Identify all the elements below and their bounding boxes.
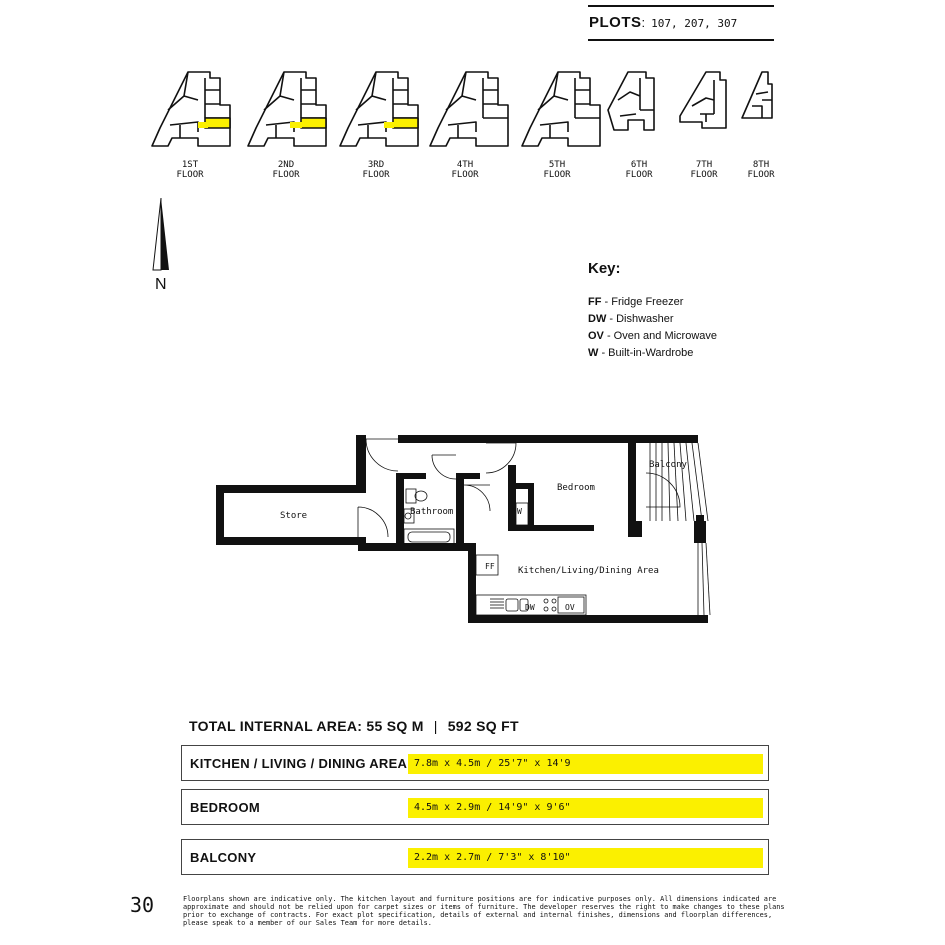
key-item-ov: OV - Oven and Microwave: [588, 330, 718, 342]
plots-values: 107, 207, 307: [651, 17, 738, 30]
keyplan-2nd-floor: [248, 72, 326, 146]
north-label: N: [155, 276, 167, 293]
keyplan-7th-floor: [680, 72, 726, 128]
key-item-ff: FF - Fridge Freezer: [588, 296, 684, 308]
plots-header: [589, 14, 737, 31]
floor-label-7th: 7TH FLOOR: [690, 160, 718, 180]
keyplan-4th-floor: [430, 72, 508, 146]
room-row-bedroom: [181, 789, 769, 825]
plots-rule-bottom: [588, 39, 774, 41]
room-row-kitchen: [181, 745, 769, 781]
plan-label-balcony: Balcony: [649, 460, 687, 470]
key-item-w: W - Built-in-Wardrobe: [588, 347, 694, 359]
plots-colon: :: [641, 15, 646, 30]
room-name: KITCHEN / LIVING / DINING AREA: [190, 756, 408, 771]
keyplan-3rd-floor: [340, 72, 418, 146]
total-area-sqm: TOTAL INTERNAL AREA: 55 SQ M: [189, 718, 424, 734]
total-internal-area: [189, 718, 519, 734]
total-area-sqft: 592 SQ FT: [447, 718, 519, 734]
room-dimensions: 7.8m x 4.5m / 25'7" x 14'9: [408, 754, 763, 774]
keyplan-1st-floor: [152, 72, 230, 146]
floor-plan: [210, 425, 720, 635]
floor-label-2nd: 2ND FLOOR: [272, 160, 300, 180]
north-arrow-icon: [150, 196, 180, 274]
plots-rule-top: [588, 5, 774, 7]
disclaimer-text: Floorplans shown are indicative only. The kitchen layout and furniture positions are for indicative purposes only. All dimensions indicated are approximate and should not be relied upon for carpet sizes or items of furniture. The developer reserves the right to make changes to these plans prior to exchange of contracts. For exact plot specification, details of external and internal finishes, dimensions and floorplan differences, please speak to a member of our Sales Team for more details.: [183, 895, 785, 927]
plan-label-ov: OV: [565, 603, 575, 612]
key-item-dw: DW - Dishwasher: [588, 313, 674, 325]
keyplan-5th-floor: [522, 72, 600, 146]
plan-label-ff: FF: [485, 562, 495, 571]
floor-label-3rd: 3RD FLOOR: [362, 160, 390, 180]
room-dimensions: 2.2m x 2.7m / 7'3" x 8'10": [408, 848, 763, 868]
floor-label-8th: 8TH FLOOR: [747, 160, 775, 180]
keyplan-6th-floor: [608, 72, 654, 130]
plan-label-dw: DW: [525, 603, 535, 612]
plots-label: PLOTS: [589, 14, 642, 31]
plan-label-kitchen: Kitchen/Living/Dining Area: [518, 566, 659, 576]
room-name: BALCONY: [190, 850, 257, 865]
room-row-balcony: [181, 839, 769, 875]
floor-label-1st: 1ST FLOOR: [176, 160, 204, 180]
floor-keyplans: [140, 60, 780, 155]
plan-label-store: Store: [280, 511, 308, 521]
floor-label-5th: 5TH FLOOR: [543, 160, 571, 180]
total-area-separator: |: [433, 718, 438, 734]
plan-label-bathroom: Bathroom: [410, 507, 454, 517]
plan-label-bedroom: Bedroom: [557, 483, 595, 493]
room-name: BEDROOM: [190, 800, 260, 815]
keyplan-8th-floor: [742, 72, 772, 118]
room-dimensions: 4.5m x 2.9m / 14'9" x 9'6": [408, 798, 763, 818]
floor-label-6th: 6TH FLOOR: [625, 160, 653, 180]
plan-label-w: W: [517, 507, 522, 516]
key-title: Key:: [588, 260, 621, 277]
page-number: 30: [130, 893, 155, 917]
floor-label-4th: 4TH FLOOR: [451, 160, 479, 180]
